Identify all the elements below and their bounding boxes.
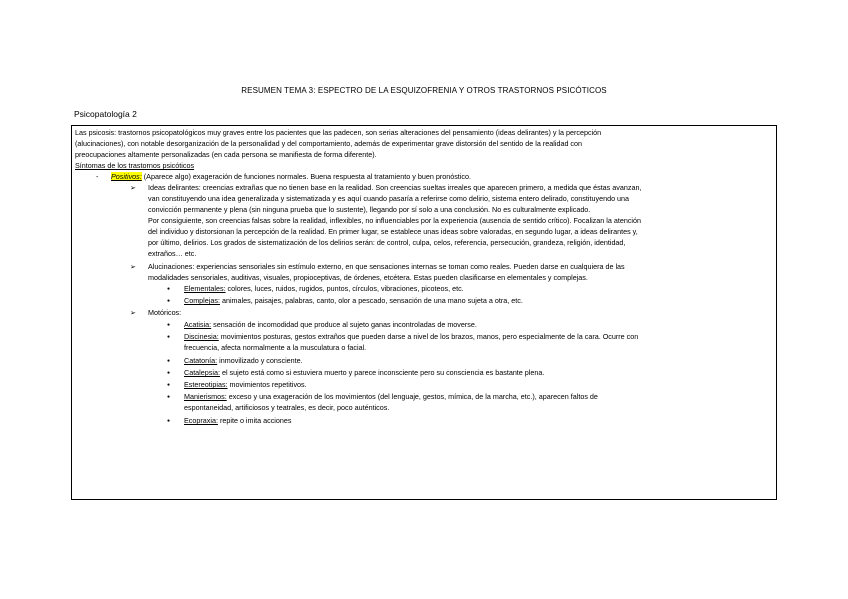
intro-line: Las psicosis: trastornos psicopatológicos muy graves entre los pacientes que las padecen, son serias alteraciones del pensamiento (ideas delirantes) y la percepción: [75, 128, 602, 137]
dot-bullet-icon: ●: [167, 298, 171, 304]
dot-bullet-icon: ●: [167, 370, 171, 376]
motor-item-text: movimientos posturas, gestos extraños que pueden darse a nivel de los brazos, manos, pero especialmente de la cara. Ocurre con: [218, 332, 639, 341]
intro-line: preocupaciones altamente personalizadas (en cada persona se manifiesta de forma diferente).: [75, 150, 377, 159]
ideas-line: extraños… etc.: [148, 249, 197, 258]
arrow-bullet-icon: ➢: [130, 183, 137, 192]
ideas-line: del individuo y distorsionan la percepción de la realidad. En primer lugar, se establece unas ideas sobre valoradas, en segundo lugar, a ideas delirantes y,: [148, 227, 638, 236]
document-subject: Psicopatología 2: [74, 109, 137, 119]
dot-bullet-icon: ●: [167, 286, 171, 292]
motor-item-text: sensación de incomodidad que produce al sujeto ganas incontroladas de moverse.: [211, 320, 477, 329]
motor-item: [184, 320, 477, 330]
motor-item: [184, 332, 638, 342]
motor-item-label: Manierismos:: [184, 392, 227, 401]
motor-item: [184, 356, 303, 366]
motor-item-label: Acatisia:: [184, 320, 212, 329]
ideas-line: van constituyendo una idea generalizada y sistematizada y es aquí cuando pasaría a referirse como delirio, sistema entero delirado, constituyendo una: [148, 194, 630, 203]
motor-item-text: repite o imita acciones: [217, 416, 292, 425]
alucinaciones-line: modalidades sensoriales, auditivas, visuales, propioceptivas, de órdenes, etcétera. Estas pueden clasificarse en elementales y complejas.: [148, 273, 588, 282]
dot-bullet-icon: ●: [167, 418, 171, 424]
dot-bullet-icon: ●: [167, 394, 171, 400]
elementales-label: Elementales:: [184, 284, 226, 293]
positivos-text: (Aparece algo) exageración de funciones normales. Buena respuesta al tratamiento y buen pronóstico.: [141, 172, 471, 181]
motor-item: [184, 392, 598, 402]
motor-item: [184, 416, 291, 426]
dash-bullet: -: [96, 172, 99, 181]
motor-item-label: Catalepsia:: [184, 368, 220, 377]
arrow-bullet-icon: ➢: [130, 262, 137, 271]
dot-bullet-icon: ●: [167, 382, 171, 388]
complejas-text: animales, paisajes, palabras, canto, olor a pescado, sensación de una mano sujeta a otra, etc.: [219, 296, 523, 305]
ideas-line: Por consiguiente, son creencias falsas sobre la realidad, inflexibles, no influenciables por la experiencia (ausencia de sentido crítico). Focalizan la atención: [148, 216, 642, 225]
section-heading: Síntomas de los trastornos psicóticos: [75, 161, 195, 170]
elementales-text: colores, luces, ruidos, rugidos, puntos, círculos, vibraciones, picoteos, etc.: [225, 284, 464, 293]
dot-bullet-icon: ●: [167, 322, 171, 328]
ideas-line: convicción permanente y plena (sin ninguna prueba que lo sustente), llegando por sí solo a una conclusión. No es culturalmente explicado.: [148, 205, 591, 214]
positivos-label: Positivos:: [111, 172, 142, 181]
intro-line: (alucinaciones), con notable desorganización de la personalidad y del comportamiento, además de experimentar grave distorsión del sentido de la realidad con: [75, 139, 583, 148]
motor-item-text: el sujeto está como si estuviera muerto y parece inconsciente pero su consciencia es bastante plena.: [219, 368, 545, 377]
ideas-line: Ideas delirantes: creencias extrañas que no tienen base en la realidad. Son creencias sueltas irreales que aparecen primero, a medida que éstas avanzan,: [148, 183, 642, 192]
positivos-line: [111, 172, 471, 182]
dot-bullet-icon: ●: [167, 358, 171, 364]
motor-item-text: frecuencia, afecta normalmente a la musculatura o facial.: [184, 343, 367, 352]
motor-item-label: Ecopraxia:: [184, 416, 218, 425]
motor-item-text: espontaneidad, artificiosos y teatrales, es decir, poco auténticos.: [184, 403, 390, 412]
alucinaciones-line: Alucinaciones: experiencias sensoriales sin estímulo externo, en que sensaciones internas se toman como reales. Pueden darse en cualquiera de las: [148, 262, 625, 271]
complejas-line: [184, 296, 523, 306]
document-title: RESUMEN TEMA 3: ESPECTRO DE LA ESQUIZOFRENIA Y OTROS TRASTORNOS PSICÓTICOS: [241, 86, 607, 95]
motor-item: [184, 368, 544, 378]
dot-bullet-icon: ●: [167, 334, 171, 340]
ideas-line: por último, delirios. Los grados de sistematización de los delirios serán: de control, culpa, celos, referencia, persecución, grandeza, religión, identidad,: [148, 238, 626, 247]
complejas-label: Complejas:: [184, 296, 220, 305]
motor-item-text: movimientos repetitivos.: [227, 380, 307, 389]
motor-item: [184, 380, 307, 390]
arrow-bullet-icon: ➢: [130, 308, 137, 317]
motor-item-label: Catatonía:: [184, 356, 218, 365]
motor-item-label: Discinesia:: [184, 332, 219, 341]
motor-item-text: exceso y una exageración de los movimientos (del lenguaje, gestos, mímica, de la marcha, etc.), aparecen faltos de: [226, 392, 598, 401]
motoricos-label: Motóricos:: [148, 308, 182, 317]
motor-item-label: Estereotipias:: [184, 380, 228, 389]
elementales-line: [184, 284, 464, 294]
motor-item-text: inmovilizado y consciente.: [217, 356, 303, 365]
